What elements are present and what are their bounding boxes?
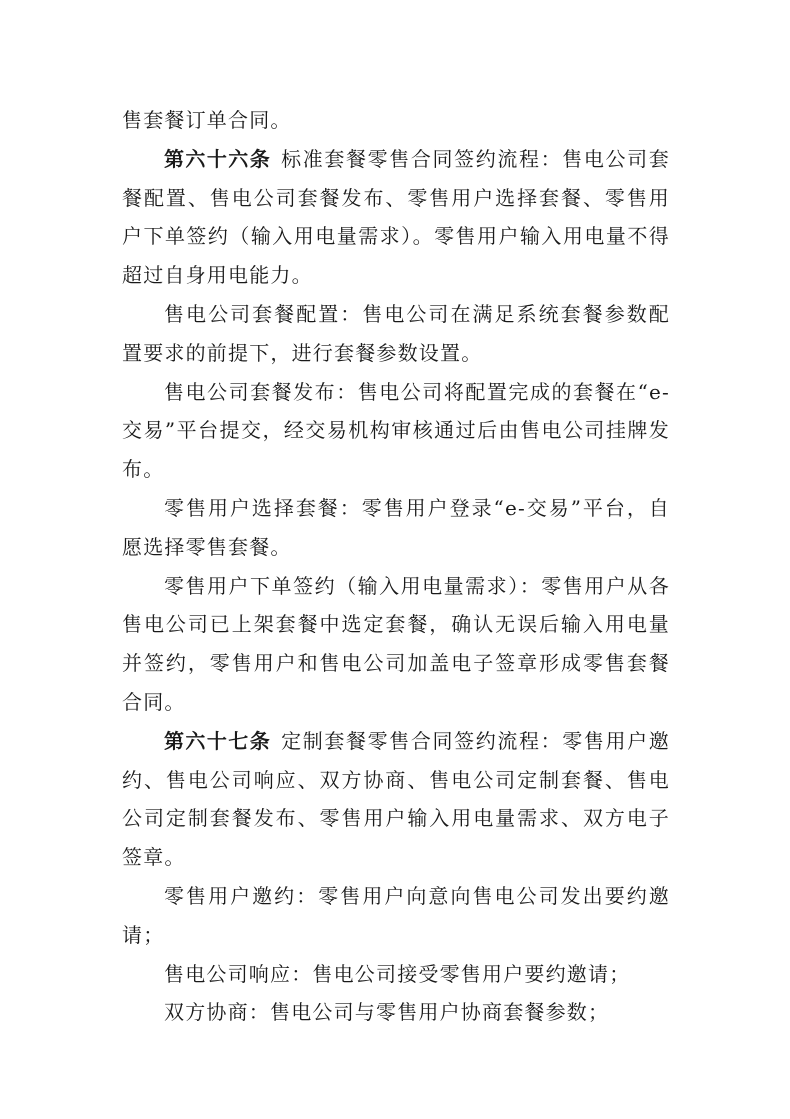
paragraph-article-67 <box>122 722 670 877</box>
article-number: 第六十六条 <box>164 146 272 171</box>
article-number: 第六十七条 <box>164 728 272 753</box>
paragraph-user-invite <box>122 877 670 955</box>
paragraph-text: 定制套餐零售合同签约流程：零售用户邀约、售电公司响应、双方协商、售电公司定制套餐、售电公司定制套餐发布、零售用户输入用电量需求、双方电子签章。 <box>122 728 670 870</box>
paragraph-negotiation <box>122 993 670 1032</box>
paragraph-package-publish <box>122 373 670 489</box>
paragraph-text: 售套餐订单合同。 <box>122 108 292 132</box>
paragraph-order-contract-tail <box>122 101 670 140</box>
paragraph-text: 售电公司套餐配置：售电公司在满足系统套餐参数配置要求的前提下，进行套餐参数设置。 <box>122 301 670 365</box>
document-body <box>122 101 670 1032</box>
paragraph-text: 零售用户下单签约（输入用电量需求）：零售用户从各售电公司已上架套餐中选定套餐，确认无误后输入用电量并签约，零售用户和售电公司加盖电子签章形成零售套餐合同。 <box>122 573 670 714</box>
paragraph-company-respond <box>122 955 670 994</box>
paragraph-package-config <box>122 295 670 373</box>
paragraph-text: 双方协商：售电公司与零售用户协商套餐参数； <box>164 1000 610 1025</box>
paragraph-text: 售电公司响应：售电公司接受零售用户要约邀请； <box>164 961 631 986</box>
paragraph-text: 零售用户邀约：零售用户向意向售电公司发出要约邀请； <box>122 883 670 947</box>
paragraph-user-order-sign <box>122 567 670 722</box>
paragraph-user-select <box>122 489 670 567</box>
paragraph-text: 标准套餐零售合同签约流程：售电公司套餐配置、售电公司套餐发布、零售用户选择套餐、零售用户下单签约（输入用电量需求）。零售用户输入用电量不得超过自身用电能力。 <box>122 146 670 288</box>
paragraph-text: 售电公司套餐发布：售电公司将配置完成的套餐在“e-交易”平台提交，经交易机构审核通过后由售电公司挂牌发布。 <box>122 379 670 482</box>
paragraph-article-66 <box>122 140 670 295</box>
paragraph-text: 零售用户选择套餐：零售用户登录“e-交易”平台，自愿选择零售套餐。 <box>122 495 670 559</box>
